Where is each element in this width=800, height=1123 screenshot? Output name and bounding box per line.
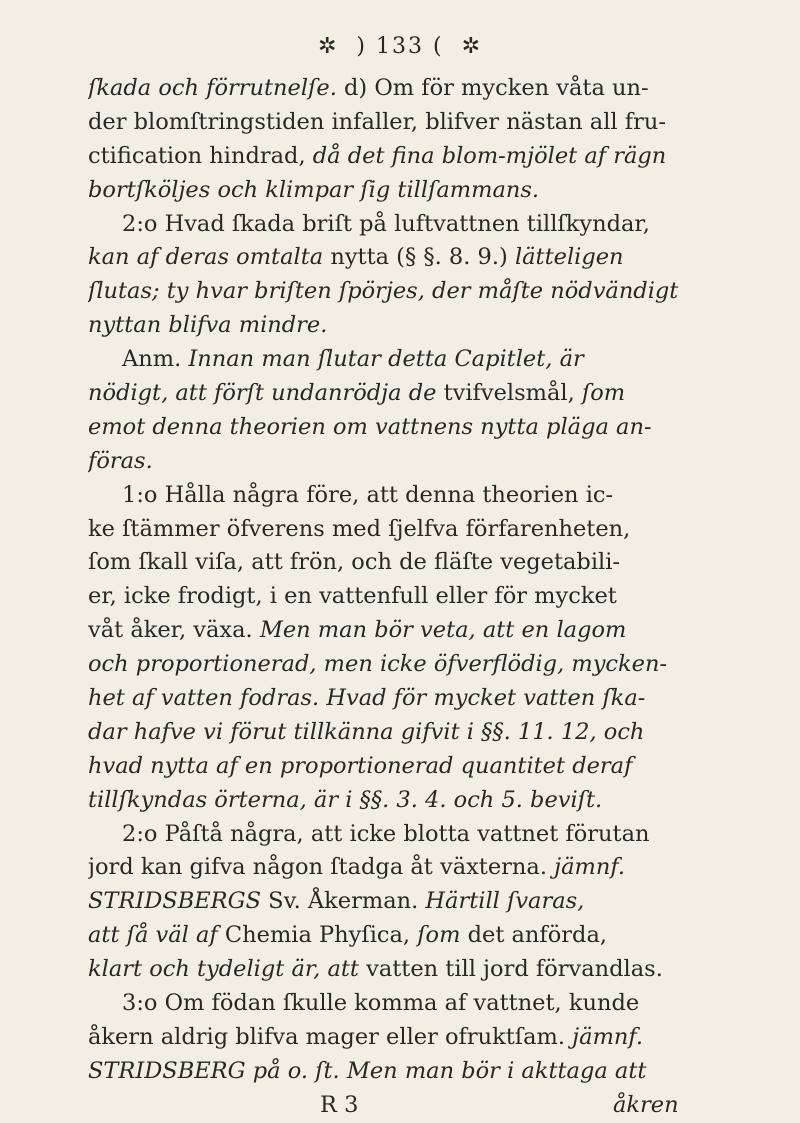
italic-text: ſlutas; ty hvar briſten ſpörjes, der måſte nödvändigt	[88, 278, 679, 305]
text-line	[88, 72, 708, 106]
italic-text: dar hafve vi förut tillkänna gifvit i §§. 11. 12, och	[88, 718, 645, 745]
text-line	[88, 614, 708, 648]
italic-text: emot denna theorien om vattnens nytta pläga an-	[88, 413, 652, 440]
italic-text: lätteligen	[514, 244, 624, 271]
text-line	[88, 750, 708, 784]
text-line	[88, 174, 708, 208]
text-line	[88, 309, 708, 343]
italic-text: ſkada och förrutnelſe.	[88, 75, 337, 101]
roman-text: ſom ſkall viſa, att frön, och de fläſte vegetabili-	[88, 549, 621, 576]
catchword: åkren	[613, 1091, 679, 1118]
text-line	[88, 818, 708, 852]
italic-text: nödigt, att förſt undanrödja de	[88, 380, 437, 407]
text-line	[88, 546, 708, 580]
text-line	[88, 648, 708, 682]
header-ornament-left: ✲	[317, 34, 339, 59]
italic-text: jämnf.	[554, 854, 626, 881]
roman-text: 2:o Hvad ſkada briſt på luftvattnen tillſkyndar,	[122, 210, 650, 237]
text-line	[88, 1021, 708, 1055]
italic-text: föras.	[88, 447, 153, 474]
roman-text: der blomſtringstiden infaller, blifver nästan all fru-	[88, 108, 666, 135]
page-footer	[88, 1089, 708, 1123]
roman-text: 3:o Om födan ſkulle komma af vattnet, kunde	[122, 990, 640, 1017]
header-ornament-right: ✲	[461, 34, 483, 59]
italic-text: ſom	[417, 922, 461, 949]
italic-text: Härtill ſvaras,	[425, 888, 585, 915]
italic-text: het af vatten fodras. Hvad för mycket vatten ſka-	[88, 685, 646, 712]
roman-text: ke ſtämmer öfverens med ſjelfva förfarenheten,	[88, 515, 631, 542]
italic-text: hvad nytta af en proportionerad quantitet deraf	[88, 752, 633, 779]
italic-text: och proportionerad, men icke öfverflödig, mycken-	[88, 651, 668, 678]
text-line	[88, 513, 708, 547]
text-line	[88, 208, 708, 242]
italic-text: STRIDSBERG på o. ſt. Men man bör i akttaga att	[88, 1057, 647, 1084]
text-line	[88, 919, 708, 953]
italic-text: nyttan blifva mindre.	[88, 312, 328, 339]
roman-text: Sv. Åkerman.	[261, 888, 426, 915]
roman-text: d) Om för mycken våta un-	[336, 75, 649, 101]
text-line	[88, 479, 708, 513]
text-line	[88, 241, 708, 275]
text-line	[88, 885, 708, 919]
italic-text: STRIDSBERGS	[88, 888, 261, 915]
text-line	[88, 953, 708, 987]
italic-text: då det fina blom-mjölet af rägn	[312, 142, 667, 169]
roman-text: 2:o Påſtå några, att icke blotta vattnet förutan	[122, 820, 650, 847]
italic-text: klart och tydeligt är, att	[88, 956, 359, 983]
page-number: ) 133 (	[356, 34, 444, 59]
text-line	[88, 411, 708, 445]
page-header	[0, 34, 800, 59]
roman-text: ctification hindrad,	[88, 142, 313, 169]
signature-mark: R 3	[320, 1091, 359, 1118]
text-line	[88, 784, 708, 818]
body-text	[88, 72, 708, 1123]
italic-text: ſom	[581, 380, 626, 407]
roman-text: jord kan gifva någon ſtadga åt växterna.	[88, 854, 555, 881]
roman-text: Chemia Phyſica,	[217, 922, 418, 949]
roman-text: åkern aldrig blifva mager eller ofruktſam.	[88, 1023, 573, 1050]
italic-text: jämnf.	[572, 1023, 644, 1050]
italic-text: bortſköljes och klimpar ſig tillſammans.	[88, 176, 540, 203]
text-line	[88, 716, 708, 750]
text-line	[88, 1055, 708, 1089]
text-line	[88, 851, 708, 885]
text-line	[88, 987, 708, 1021]
roman-text: det anförda,	[460, 922, 608, 949]
roman-text: er, icke frodigt, i en vattenfull eller för mycket	[88, 583, 617, 610]
text-line	[88, 682, 708, 716]
italic-text: kan af deras omtalta	[88, 244, 324, 271]
roman-text: tvifvelsmål,	[436, 380, 582, 407]
roman-text: nytta (§ §. 8. 9.)	[323, 244, 515, 271]
text-line	[88, 106, 708, 140]
text-line	[88, 377, 708, 411]
italic-text: att ſå väl af	[88, 922, 218, 949]
roman-text: Anm.	[122, 346, 189, 373]
text-line	[88, 140, 708, 174]
text-line	[88, 445, 708, 479]
italic-text: tillſkyndas örterna, är i §§. 3. 4. och 5. beviſt.	[88, 786, 603, 813]
roman-text: vatten till jord förvandlas.	[358, 956, 663, 983]
italic-text: Innan man ſlutar detta Capitlet, är	[188, 346, 584, 373]
roman-text: våt åker, växa.	[88, 617, 260, 644]
roman-text: 1:o Hålla några före, att denna theorien ic-	[122, 481, 614, 508]
text-line	[88, 580, 708, 614]
text-line	[88, 343, 708, 377]
italic-text: Men man bör veta, att en lagom	[259, 617, 627, 644]
text-line	[88, 275, 708, 309]
